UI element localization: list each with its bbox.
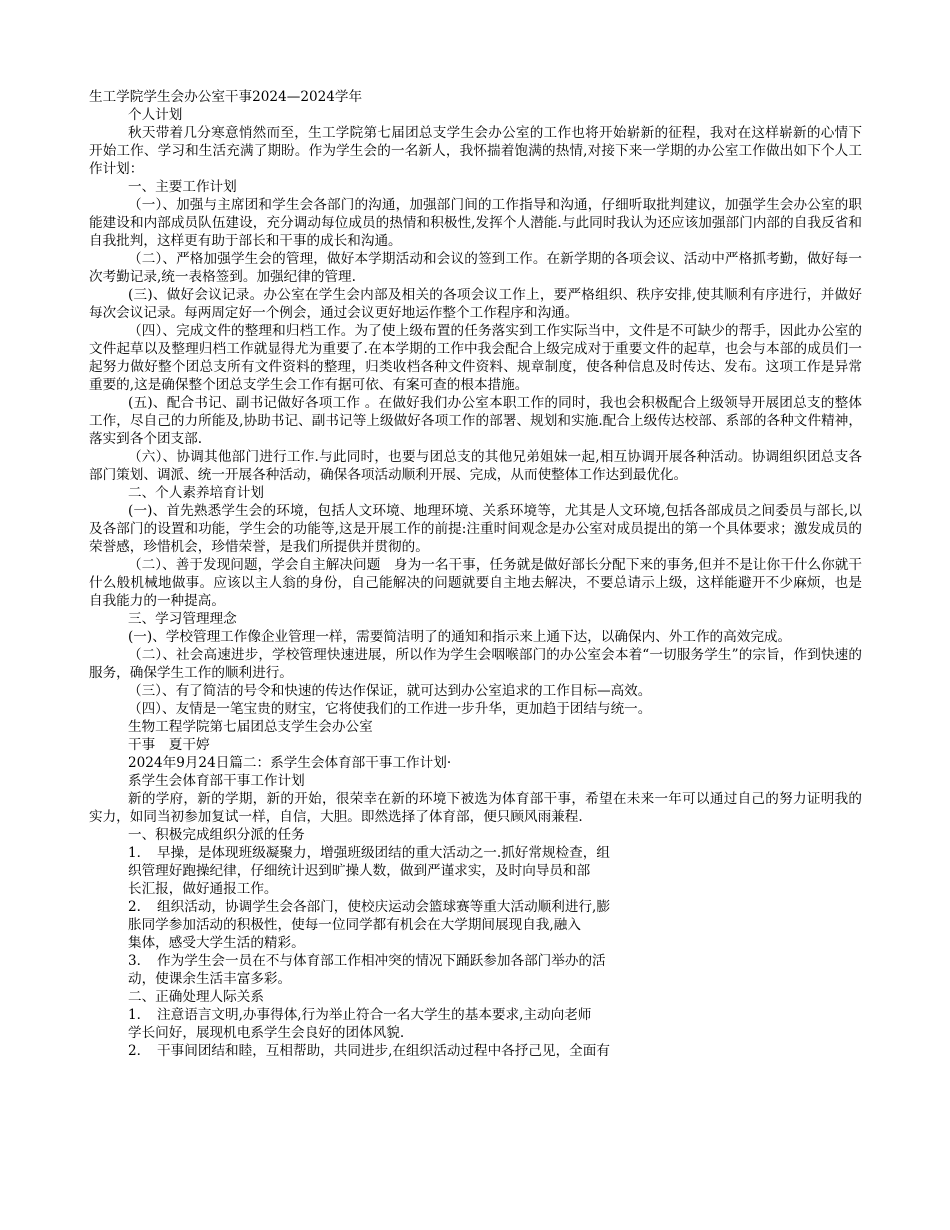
paragraph-item-3-4: （四）、友情是一笔宝贵的财宝，它将使我们的工作进一步升华，更加趋于团结与统一。 — [128, 701, 652, 717]
relationship-item-2-line-1: 2． 干事间团结和睦，互相帮助，共同进步,在组织活动过程中各抒己见，全面有 — [128, 1043, 610, 1059]
relationship-item-1-line-2: 学长问好，展现机电系学生会良好的团体风貌. — [128, 1025, 405, 1041]
section-heading-3: 三、学习管理理念 — [128, 611, 237, 627]
paragraph-item-1-2: （二）、严格加强学生会的管理，做好本学期活动和会议的签到工作。在新学期的各项会议、活动中严格抓考勤，做好每一次考勤记录,统一表格签到。加强纪律的管理. — [89, 251, 862, 285]
second-plan-item-2-line-2: 胀同学参加活动的积极性，使每一位同学都有机会在大学期间展现自我,融入 — [128, 917, 581, 933]
paragraph-item-1-3: (三)、做好会议记录。办公室在学生会内部及相关的各项会议工作上，要严格组织、秩序安排,使其顺利有序进行，并做好每次会议记录。每两周定好一个例会，通过会议更好地运作整个工作程序和沟通。 — [89, 287, 862, 321]
section-heading-2: 二、个人素养培育计划 — [128, 485, 264, 501]
paragraph-intro: 秋天带着几分寒意悄然而至，生工学院第七届团总支学生会办公室的工作也将开始崭新的征程，我对在这样崭新的心情下开始工作、学习和生活充满了期盼。作为学生会的一名新人，我怀揣着饱满的热情,对接下来一学期的办公室工作做出如下个人工作计划： — [89, 125, 862, 177]
relationship-item-1-line-1: 1． 注意语言文明,办事得体,行为举止符合一名大学生的基本要求,主动向老师 — [128, 1007, 592, 1023]
second-plan-heading-2: 二、正确处理人际关系 — [128, 989, 264, 1005]
signature-organization: 生物工程学院第七届团总支学生会办公室 — [128, 719, 373, 735]
second-plan-title: 系学生会体育部干事工作计划 — [128, 773, 305, 789]
document-subtitle: 个人计划 — [128, 107, 183, 123]
second-plan-heading-1: 一、积极完成组织分派的任务 — [128, 827, 305, 843]
paragraph-item-2-1: (一)、首先熟悉学生会的环境，包括人文环境、地理环境、关系环境等，尤其是人文环境,包括各部成员之间委员与部长,以及各部门的设置和功能，学生会的功能等,这是开展工作的前提:注重时间观念是办公室对成员提出的第一个具体要求；激发成员的荣誉感，珍惜机会，珍惜荣誉，是我们所提供并贯彻的。 — [89, 503, 862, 555]
second-plan-item-2-line-3: 集体，感受大学生活的精彩。 — [128, 935, 305, 951]
second-plan-item-3-line-1: 3． 作为学生会一员在不与体育部工作相冲突的情况下踊跃参加各部门举办的活 — [128, 953, 606, 969]
signature-name: 干事 夏干婷 — [128, 737, 210, 753]
second-plan-item-3-line-2: 动，使课余生活丰富多彩。 — [128, 971, 292, 987]
paragraph-item-3-1: (一)、学校管理工作像企业管理一样，需要简洁明了的通知和指示来上通下达，以确保内、外工作的高效完成。 — [128, 629, 792, 645]
second-plan-item-2-line-1: 2． 组织活动，协调学生会各部门，使校庆运动会篮球赛等重大活动顺利进行,膨 — [128, 899, 610, 915]
paragraph-item-1-1: （一）、加强与主席团和学生会各部门的沟通，加强部门间的工作指导和沟通，仔细听取批判建议，加强学生会办公室的职能建设和内部成员队伍建设，充分调动每位成员的热情和积极性,发挥个人潜能.与此同时我认为还应该加强部门内部的自我反省和自我批判，这样更有助于部长和干事的成长和沟通。 — [89, 197, 862, 249]
paragraph-item-3-2: （二）、社会高速进步，学校管理快速进展，所以作为学生会咽喉部门的办公室会本着“一切服务学生”的宗旨，作到快速的服务，确保学生工作的顺利进行。 — [89, 647, 862, 681]
second-plan-item-1-line-1: 1． 早操，是体现班级凝聚力，增强班级团结的重大活动之一.抓好常规检查，组 — [128, 845, 610, 861]
second-plan-item-1-line-3: 长汇报，做好通报工作。 — [128, 881, 278, 897]
paragraph-item-1-6: （六）、协调其他部门进行工作.与此同时，也要与团总支的其他兄弟姐妹一起,相互协调开展各种活动。协调组织团总支各部门策划、调派、统一开展各种活动，确保各项活动顺利开展、完成，从而使整体工作达到最优化。 — [89, 449, 862, 483]
signature-date-and-next-title: 2024年9月24日篇二：系学生会体育部干事工作计划· — [128, 755, 452, 771]
second-plan-intro: 新的学府，新的学期，新的开始，很荣幸在新的环境下被选为体育部干事，希望在未来一年可以通过自己的努力证明我的实力，如同当初参加复试一样，自信，大胆。即然选择了体育部，便只顾风雨兼程. — [89, 791, 862, 825]
second-plan-item-1-line-2: 织管理好跑操纪律，仔细统计迟到旷操人数，做到严谨求实，及时向导员和部 — [128, 863, 591, 879]
document-title-line: 生工学院学生会办公室干事2024—2024学年 — [89, 89, 363, 105]
document-body — [89, 88, 862, 1060]
paragraph-item-1-5: (五)、配合书记、副书记做好各项工作 。在做好我们办公室本职工作的同时，我也会积极配合上级领导开展团总支的整体工作，尽自己的力所能及,协助书记、副书记等上级做好各项工作的部署、规划和实施.配合上级传达校部、系部的各种文件精神，落实到各个团支部. — [89, 395, 862, 447]
paragraph-item-2-2: （二）、善于发现问题，学会自主解决问题 身为一名干事，任务就是做好部长分配下来的事务,但并不是让你干什么你就干什么般机械地做事。应该以主人翁的身份，自己能解决的问题就要自主地去解决，不要总请示上级，这样能避开不少麻烦，也是自我能力的一种提高。 — [89, 557, 862, 609]
paragraph-item-3-3: （三）、有了简洁的号令和快速的传达作保证，就可达到办公室追求的工作目标—高效。 — [128, 683, 652, 699]
paragraph-item-1-4: （四）、完成文件的整理和归档工作。为了使上级布置的任务落实到工作实际当中，文件是不可缺少的帮手，因此办公室的文件起草以及整理归档工作就显得尤为重要了.在本学期的工作中我会配合上级完成对于重要文件的起草，也会与本部的成员们一起努力做好整个团总支所有文件资料的整理，归类收档各种文件资料、规章制度，使各种信息及时传达、发布。这项工作是异常重要的,这是确保整个团总支学生会工作有据可依、有案可查的根本措施。 — [89, 323, 862, 393]
section-heading-1: 一、主要工作计划 — [128, 179, 237, 195]
